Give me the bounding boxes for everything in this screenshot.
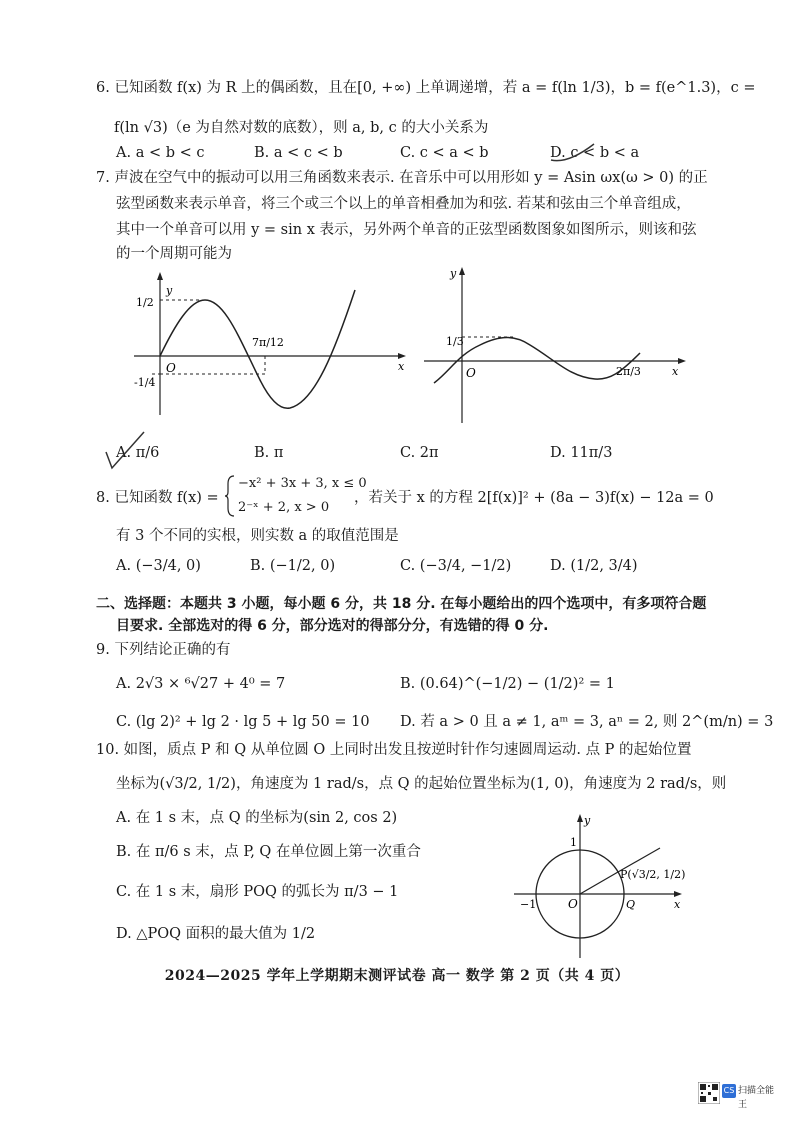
q9-option-d: D. 若 a > 0 且 a ≠ 1, aᵐ = 3, aⁿ = 2, 则 2^(m/n) = 3 bbox=[400, 714, 774, 730]
q10-stem-line2: 坐标为(√3/2, 1/2)，角速度为 1 rad/s，点 Q 的起始位置坐标为(1, 0)，角速度为 2 rad/s，则 bbox=[116, 776, 727, 792]
graph1-xmark-label: 7π/12 bbox=[252, 336, 284, 349]
point-p-label: P(√3/2, 1/2) bbox=[620, 868, 686, 881]
q7-handwritten-check bbox=[100, 428, 150, 472]
q9-option-b: B. (0.64)^(−1/2) − (1/2)² = 1 bbox=[400, 676, 615, 692]
q9-stem: 9. 下列结论正确的有 bbox=[96, 642, 231, 658]
scanner-badge bbox=[698, 1082, 780, 1108]
q7-stem-line4: 的一个周期可能为 bbox=[116, 246, 232, 262]
q6-option-c: C. c < a < b bbox=[400, 145, 489, 161]
q9-option-c: C. (lg 2)² + lg 2 · lg 5 + lg 50 = 10 bbox=[116, 714, 370, 730]
q7-stem-line1: 7. 声波在空气中的振动可以用三角函数来表示. 在音乐中可以用形如 y = Asin ωx(ω > 0) 的正 bbox=[96, 170, 708, 186]
q6-stem-line1: 6. 已知函数 f(x) 为 R 上的偶函数，且在[0, +∞) 上单调递增，若 a = f(ln 1/3)，b = f(e^1.3)，c = bbox=[96, 80, 756, 96]
graph1-ytop-label: 1/2 bbox=[136, 296, 154, 309]
q8-stem-suffix: ，若关于 x 的方程 2[f(x)]² + (8a − 3)f(x) − 12a = 0 bbox=[354, 490, 714, 506]
q6-option-a: A. a < b < c bbox=[116, 145, 205, 161]
q7-option-d: D. 11π/3 bbox=[550, 445, 613, 461]
q8-stem-line2: 有 3 个不同的实根，则实数 a 的取值范围是 bbox=[116, 528, 399, 544]
x-axis-arrow bbox=[398, 353, 406, 359]
y-axis-arrow bbox=[157, 272, 163, 280]
q9-option-a: A. 2√3 × ⁶√27 + 4⁰ = 7 bbox=[116, 676, 286, 692]
qr-code-icon bbox=[698, 1082, 720, 1104]
q10-option-a: A. 在 1 s 末，点 Q 的坐标为(sin 2, cos 2) bbox=[116, 810, 398, 826]
x-axis-arrow bbox=[674, 891, 682, 897]
sine-curve-1 bbox=[160, 290, 355, 408]
scanner-logo-icon: CS bbox=[722, 1084, 736, 1098]
q8-option-d: D. (1/2, 3/4) bbox=[550, 558, 638, 574]
q6-option-d: D. c < b < a bbox=[550, 145, 640, 161]
q8-piece-1: −x² + 3x + 3, x ≤ 0 bbox=[238, 476, 367, 491]
circle-neg-one-label: −1 bbox=[520, 898, 537, 911]
circle-one-label: 1 bbox=[570, 836, 577, 849]
circle-x-label: x bbox=[674, 898, 681, 911]
q8-option-a: A. (−3/4, 0) bbox=[116, 558, 201, 574]
q6-option-b: B. a < c < b bbox=[254, 145, 343, 161]
graph2-ytop-label: 1/3 bbox=[446, 335, 464, 348]
circle-origin: O bbox=[568, 897, 578, 911]
q7-stem-line2: 弦型函数来表示单音，将三个或三个以上的单音相叠加为和弦. 若某和弦由三个单音组成， bbox=[116, 196, 691, 212]
q10-stem-line1: 10. 如图，质点 P 和 Q 从单位圆 O 上同时出发且按逆时针作匀速圆周运动. 点 P 的起始位置 bbox=[96, 742, 692, 758]
graph1-x-label: x bbox=[398, 360, 405, 373]
point-q-label: Q bbox=[626, 898, 636, 911]
graph1-y-label: y bbox=[166, 284, 173, 297]
section-2-heading-line1: 二、选择题：本题共 3 小题，每小题 6 分，共 18 分. 在每小题给出的四个选项中，有多项符合题 bbox=[96, 596, 707, 612]
graph2-origin: O bbox=[466, 366, 476, 380]
page-footer: 2024—2025 学年上学期期末测评试卷 高一 数学 第 2 页（共 4 页） bbox=[164, 968, 630, 984]
q7-graph-1 bbox=[130, 270, 410, 420]
x-axis-arrow bbox=[678, 358, 686, 364]
graph2-y-label: y bbox=[450, 267, 457, 280]
q7-option-a: A. π/6 bbox=[116, 445, 160, 461]
graph2-x-label: x bbox=[672, 365, 679, 378]
graph1-ybot-label: -1/4 bbox=[134, 376, 156, 389]
op-segment bbox=[580, 872, 618, 894]
q10-option-c: C. 在 1 s 末，扇形 POQ 的弧长为 π/3 − 1 bbox=[116, 884, 399, 900]
q7-graph-2 bbox=[420, 265, 690, 425]
q6-handwritten-check bbox=[548, 140, 598, 164]
section-2-heading-line2: 目要求. 全部选对的得 6 分，部分选对的得部分分，有选错的得 0 分. bbox=[116, 618, 549, 634]
q7-option-b: B. π bbox=[254, 445, 284, 461]
graph1-origin: O bbox=[166, 361, 176, 375]
q8-piece-2: 2⁻ˣ + 2, x > 0 bbox=[238, 500, 330, 515]
q10-option-b: B. 在 π/6 s 末，点 P, Q 在单位圆上第一次重合 bbox=[116, 844, 421, 860]
q8-brace bbox=[224, 474, 236, 518]
sine-curve-2 bbox=[434, 338, 640, 384]
y-axis-arrow bbox=[577, 814, 583, 822]
graph2-xmark-label: 2π/3 bbox=[616, 365, 641, 378]
scanner-badge-label: 扫描全能王 bbox=[738, 1086, 775, 1110]
q8-option-b: B. (−1/2, 0) bbox=[250, 558, 336, 574]
q7-option-c: C. 2π bbox=[400, 445, 439, 461]
q8-stem-prefix: 8. 已知函数 f(x) = bbox=[96, 490, 219, 506]
q6-stem-line2: f(ln √3)（e 为自然对数的底数），则 a, b, c 的大小关系为 bbox=[114, 120, 489, 136]
q7-stem-line3: 其中一个单音可以用 y = sin x 表示，另外两个单音的正弦型函数图象如图所示，则该和弦 bbox=[116, 222, 697, 238]
circle-y-label: y bbox=[584, 814, 591, 827]
q8-option-c: C. (−3/4, −1/2) bbox=[400, 558, 512, 574]
q10-option-d: D. △POQ 面积的最大值为 1/2 bbox=[116, 926, 316, 942]
q10-unit-circle-figure bbox=[510, 810, 700, 960]
y-axis-arrow bbox=[459, 267, 465, 275]
